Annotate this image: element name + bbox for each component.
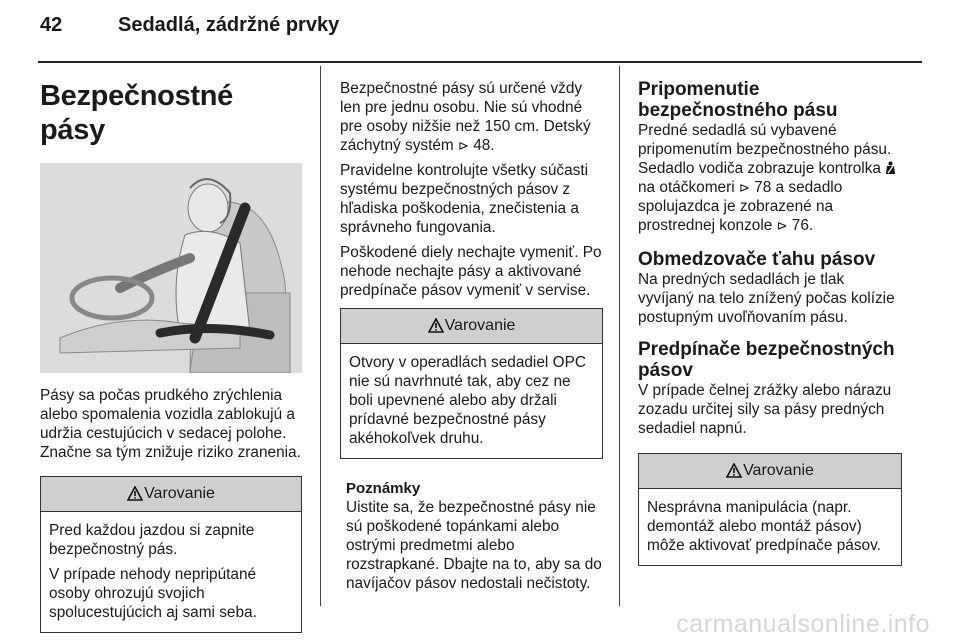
page-header [40,14,339,37]
warning-box-3 [638,453,902,566]
warning-body [341,344,602,458]
reminder-text-body: Predné sedadlá sú vybavené pripomenutím bezpečnostného pásu. Sedadlo vodiča zobrazuje kontrolka [638,122,892,177]
warning-text: Nesprávna manipulácia (napr. demontáž alebo montáž pásov) môže aktivovať predpínače pásov. [647,499,881,554]
column-2 [340,79,603,593]
section-title: Sedadlá, zádržné prvky [118,14,340,36]
warning-box-2 [340,308,603,459]
warning-text-1: Pred každou jazdou si zapnite bezpečnostný pás. [49,522,255,558]
note-block [340,479,603,593]
warning-text-2: V prípade nehody nepripútané osoby ohrozujú svojich spolucestujúcich aj sami seba. [49,566,257,621]
replacement-text: Poškodené diely nechajte vymeniť. Po nehode nechajte pásy a aktivované predpínače pásov vymeniť v servise. [340,244,602,299]
reference-console: 76. [791,217,814,234]
seatbelt-intro-text: Pásy sa počas prudkého zrýchlenia alebo spomalenia vozidla zablokujú a udržia cestujúcich v sedacej polohe. Značne sa tým znižuje riziko zranenia. [40,387,301,461]
warning-box-1 [40,476,302,633]
belt-pretensioner-text: V prípade čelnej zrážky alebo nárazu zozadu určitej sily sa pásy predných sedadiel napnú. [638,382,892,437]
warning-header [341,309,602,344]
usage-text-body: Bezpečnostné pásy sú určené vždy len pre jednu osobu. Nie sú vhodné pre osoby nižšie než 150 cm. Detský záchytný systém [340,80,591,154]
inspection-text: Pravidelne kontrolujte všetky súčasti systému bezpečnostných pásov z hľadiska poškodenia, znečistenia a správneho fungovania. [340,162,589,236]
warning-triangle-icon [127,486,143,501]
column-divider-1 [320,66,321,606]
column-divider-2 [619,66,620,606]
heading-belt-pretensioner: Predpínače bezpečnostných pásov [638,339,895,381]
header-rule [38,61,922,63]
seatbelt-indicator-icon [885,161,896,175]
belt-reminder-text [638,121,902,235]
heading-belt-force-limiter: Obmedzovače ťahu pásov [638,249,876,270]
warning-title: Varovanie [444,317,516,334]
warning-text: Otvory v operadlách sedadiel OPC nie sú navrhnuté tak, aby cez ne boli upevnené alebo aby držali prídavné bezpečnostné pásy akéhokoľvek druhu. [349,354,586,447]
reference-child-seat: 48. [473,137,495,154]
page-reference-icon: ⊳ [738,180,750,195]
warning-body [41,512,301,632]
column-3 [638,76,902,566]
page-title: Bezpečnostné pásy [40,80,233,146]
warning-triangle-icon [726,463,742,478]
warning-header [41,477,301,512]
warning-triangle-icon [428,318,444,333]
reminder-text-middle: na otáčkomeri [638,179,739,196]
seatbelt-illustration [40,163,302,373]
watermark: carmanualsonline.info [676,610,930,638]
warning-header [639,454,901,489]
warning-body [639,489,901,565]
page-reference-icon: ⊳ [458,138,469,153]
seatbelt-usage-text [340,79,603,155]
page-number: 42 [40,14,63,36]
warning-title: Varovanie [144,485,215,502]
heading-belt-reminder: Pripomenutie bezpečnostného pásu [638,79,838,121]
reference-tachometer: 78 a sedadlo spolujazdca je zobrazené na prostrednej konzole [638,179,843,234]
column-1 [40,76,302,633]
belt-force-limiter-text: Na predných sedadlách je tlak vyvíjaný na telo znížený počas kolízie postupným uvoľňovaním pásu. [638,271,895,326]
warning-title: Varovanie [743,462,814,479]
page-reference-icon: ⊳ [776,218,788,233]
note-text: Uistite sa, že bezpečnostné pásy nie sú poškodené topánkami alebo ostrými predmetmi alebo rozstrapkané. Dbajte na to, aby sa do navíjačov pásov nedostali nečistoty. [346,499,602,592]
note-title: Poznámky [346,480,421,497]
